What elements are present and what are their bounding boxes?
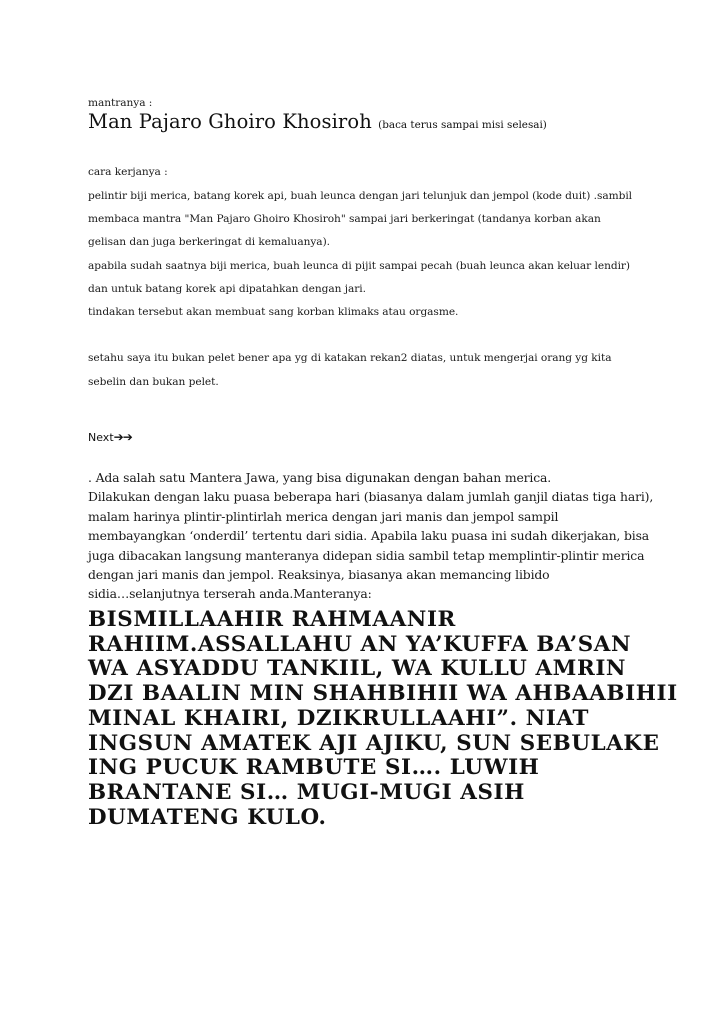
method-line: membaca mantra "Man Pajaro Ghoiro Khosiroh" sampai jari berkeringat (tandanya korban akan xyxy=(88,213,601,225)
next-label: Next xyxy=(88,431,114,444)
next-marker xyxy=(88,430,633,444)
comment-line: sebelin dan bukan pelet. xyxy=(88,376,219,388)
method-line: gelisan dan juga berkeringat di kemaluanya). xyxy=(88,236,330,248)
java-mantra-intro xyxy=(88,468,654,604)
incantation-line: ING PUCUK RAMBUTE SI…. LUWIH xyxy=(88,755,540,781)
incantation-line: RAHIIM.ASSALLAHU AN YA’KUFFA BA’SAN xyxy=(88,631,632,657)
incantation-line: MINAL KHAIRI, DZIKRULLAAHI”. NIAT xyxy=(88,705,589,731)
incantation-line: BRANTANE SI… MUGI-MUGI ASIH xyxy=(88,779,525,805)
method-label: cara kerjanya : xyxy=(88,166,168,178)
java-line: sidia…selanjutnya terserah anda.Manteranya: xyxy=(88,586,372,602)
incantation-line: DZI BAALIN MIN SHAHBIHII WA AHBAABIHII xyxy=(88,681,678,707)
intro-label: mantranya : xyxy=(88,97,153,109)
method-line: tindakan tersebut akan membuat sang korban klimaks atau orgasme. xyxy=(88,306,459,318)
incantation-text xyxy=(88,607,678,830)
method-line: dan untuk batang korek api dipatahkan dengan jari. xyxy=(88,283,366,295)
mantra-note: (baca terus sampai misi selesai) xyxy=(378,119,547,131)
double-arrow-right-icon: ➔➔ xyxy=(113,430,132,444)
incantation-line: BISMILLAAHIR RAHMAANIR xyxy=(88,607,456,632)
mantra-heading xyxy=(88,110,633,133)
java-line: malam harinya plintir-plintirlah merica dengan jari manis dan jempol sampil xyxy=(88,508,559,524)
java-line: juga dibacakan langsung manteranya didepan sidia sambil tetap memplintir-plintir merica xyxy=(88,547,645,563)
java-line: membayangkan ‘onderdil’ tertentu dari sidia. Apabila laku puasa ini sudah dikerjakan, bisa xyxy=(88,528,650,544)
incantation-line: INGSUN AMATEK AJI AJIKU, SUN SEBULAKE xyxy=(88,730,660,756)
method-line: apabila sudah saatnya biji merica, buah leunca di pijit sampai pecah (buah leunca akan keluar lendir) xyxy=(88,260,631,272)
mantra-title: Man Pajaro Ghoiro Khosiroh xyxy=(88,110,372,133)
incantation-line: DUMATENG KULO. xyxy=(88,804,327,830)
comment-line: setahu saya itu bukan pelet bener apa yg di katakan rekan2 diatas, untuk mengerjai orang yg kita xyxy=(88,352,612,364)
java-line: Dilakukan dengan laku puasa beberapa hari (biasanya dalam jumlah ganjil diatas tiga hari), xyxy=(88,489,654,505)
java-line: dengan jari manis dan jempol. Reaksinya, biasanya akan memancing libido xyxy=(88,567,550,583)
java-line: . Ada salah satu Mantera Jawa, yang bisa digunakan dengan bahan merica. xyxy=(88,470,552,485)
method-line: pelintir biji merica, batang korek api, buah leunca dengan jari telunjuk dan jempol (kode duit) .sambil xyxy=(88,190,633,202)
incantation-line: WA ASYADDU TANKIIL, WA KULLU AMRIN xyxy=(88,656,627,682)
